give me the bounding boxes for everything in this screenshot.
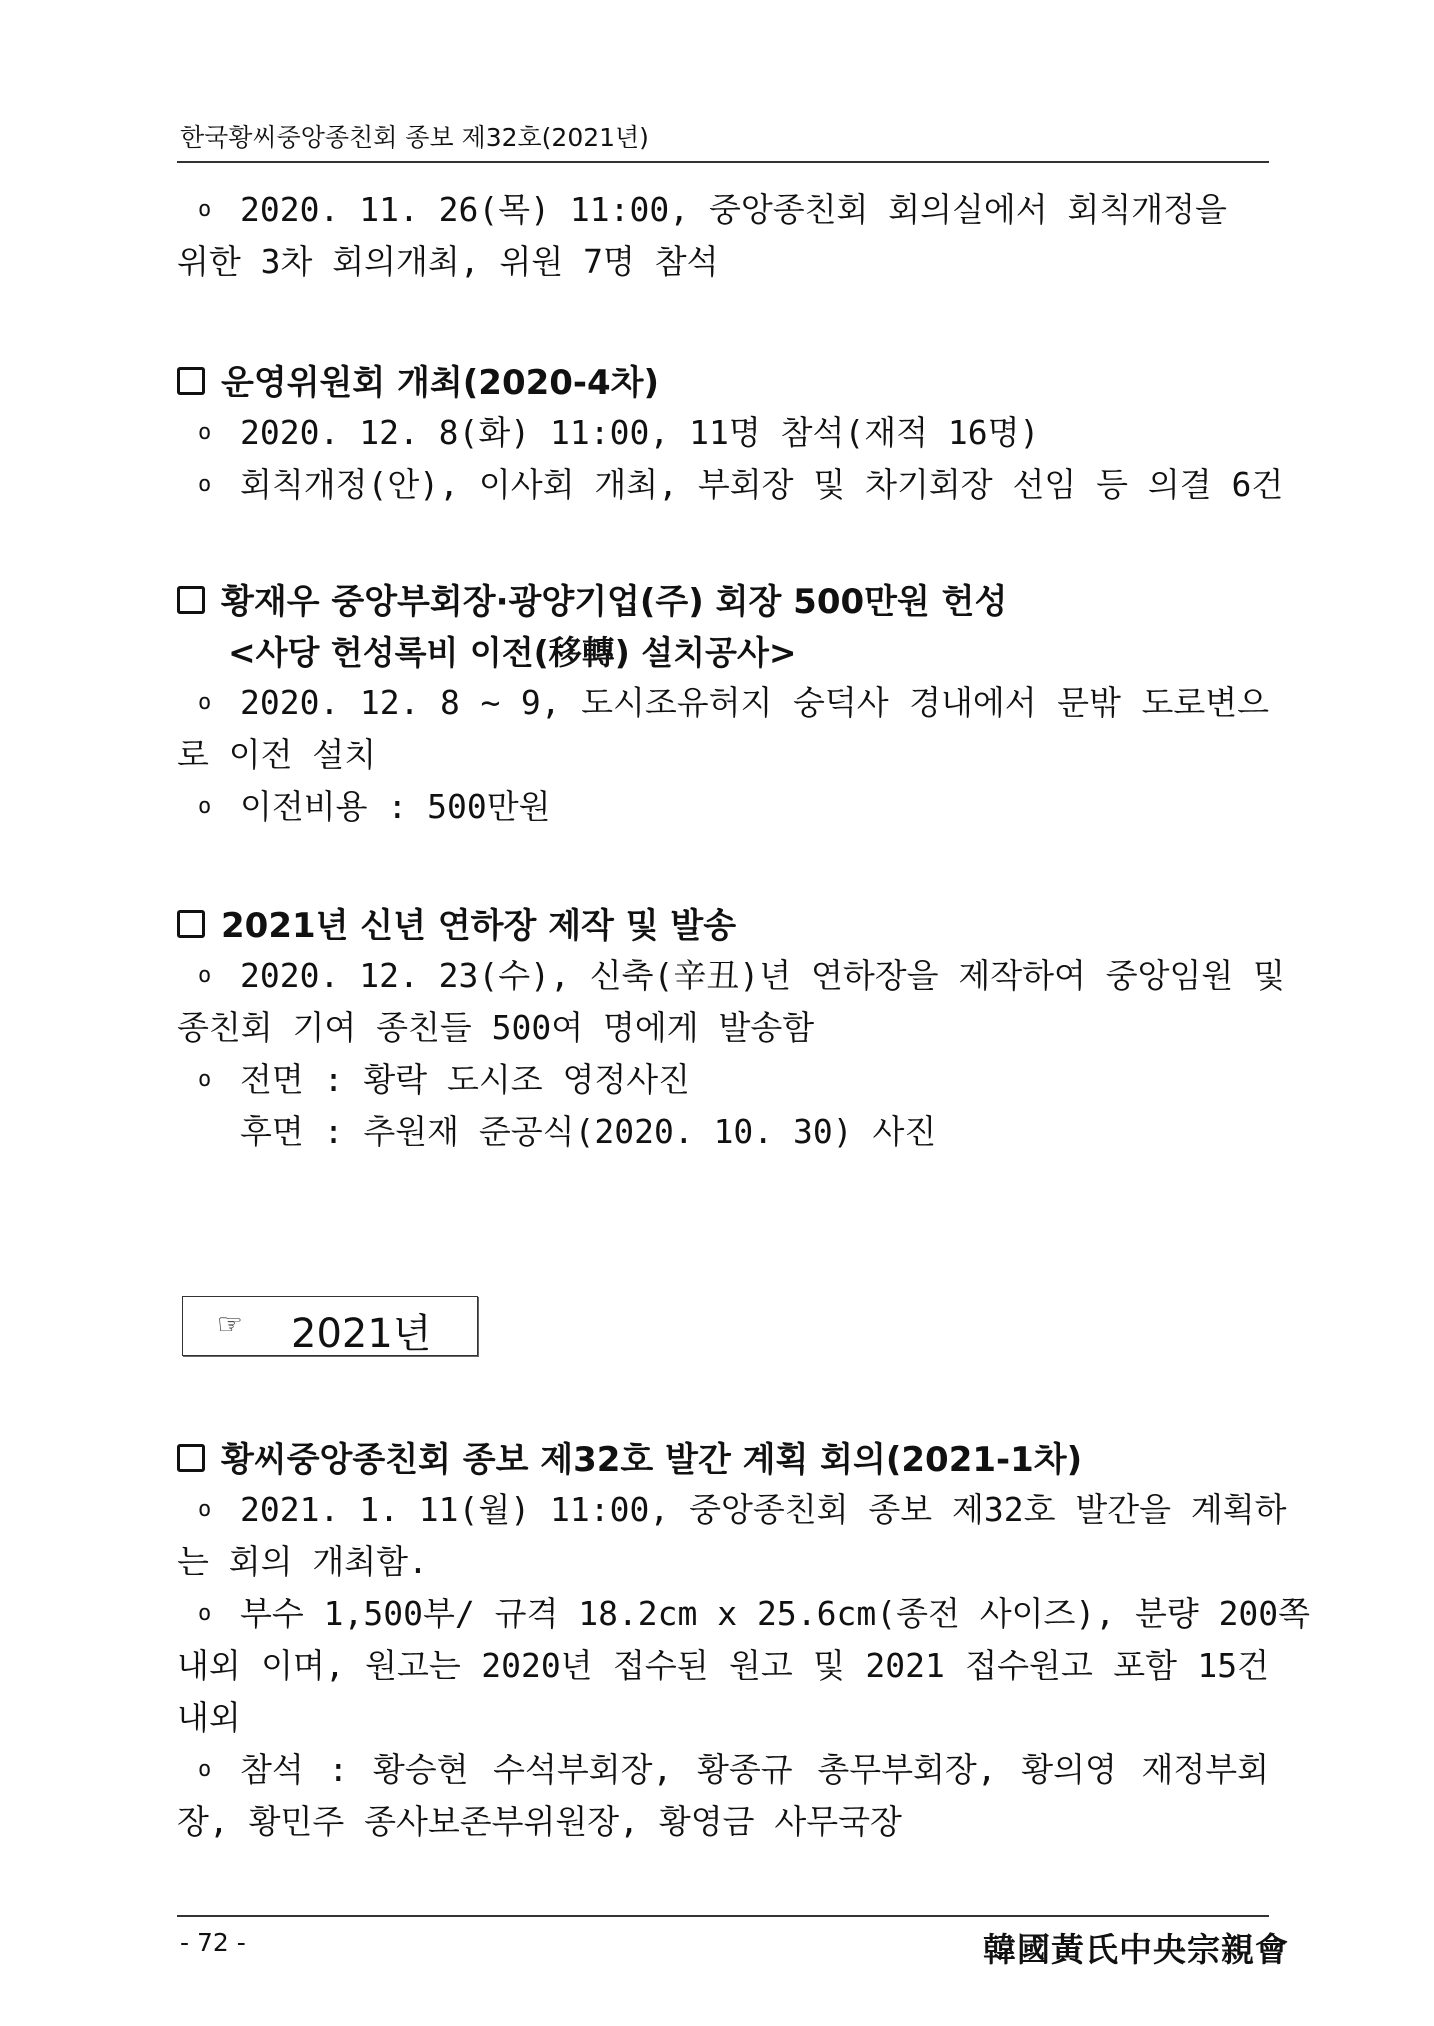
item-text: 는 회의 개최함.	[177, 1542, 428, 1581]
organization-name: 韓國黃氏中央宗親會	[983, 1930, 1289, 1969]
item-text: 위한 3차 회의개최, 위원 7명 참석	[177, 242, 719, 281]
item-text: 부수 1,500부/ 규격 18.2cm x 25.6cm(종전 사이즈), 분량 200쪽	[240, 1594, 1311, 1633]
item-text: 후면 : 추원재 준공식(2020. 10. 30) 사진	[240, 1112, 937, 1151]
item-text: 내외 이며, 원고는 2020년 접수된 원고 및 2021 접수원고 포함 15건	[177, 1646, 1269, 1685]
section-heading: 황씨중앙종친회 종보 제32호 발간 계획 회의(2021-1차)	[177, 1432, 1082, 1481]
item-text: 이전비용 : 500만원	[240, 787, 551, 826]
checkbox-square-icon	[177, 367, 205, 395]
section-heading: 2021년 신년 연하장 제작 및 발송	[177, 898, 736, 947]
item-text: 회칙개정(안), 이사회 개최, 부회장 및 차기회장 선임 등 의결 6건	[240, 465, 1284, 504]
bullet-icon: o	[198, 794, 212, 819]
item-text: 2020. 12. 8 ~ 9, 도시조유허지 숭덕사 경내에서 문밖 도로변으	[240, 683, 1269, 722]
bullet-icon: o	[198, 472, 212, 497]
item-text: 종친회 기여 종친들 500여 명에게 발송함	[177, 1008, 815, 1047]
bullet-icon: o	[198, 963, 212, 988]
checkbox-square-icon	[177, 910, 205, 938]
item-text: 장, 황민주 종사보존부위원장, 황영금 사무국장	[177, 1802, 902, 1841]
pointing-hand-icon: ☞	[219, 1304, 241, 1345]
section-heading: 운영위원회 개최(2020-4차)	[177, 355, 659, 404]
item-text: 2021. 1. 11(월) 11:00, 중앙종친회 종보 제32호 발간을 계획하	[240, 1490, 1287, 1529]
bullet-icon: o	[198, 420, 212, 445]
section-subheading: <사당 헌성록비 이전(移轉) 설치공사>	[228, 633, 797, 672]
year-marker-label: 2021년	[291, 1311, 432, 1357]
bullet-icon: o	[198, 690, 212, 715]
page-number: - 72 -	[180, 1928, 246, 1957]
item-text: 전면 : 황락 도시조 영정사진	[240, 1060, 690, 1099]
footer-divider	[177, 1915, 1269, 1917]
item-text: 2020. 12. 8(화) 11:00, 11명 참석(재적 16명)	[240, 413, 1040, 452]
section-heading: 황재우 중앙부회장·광양기업(주) 회장 500만원 헌성	[177, 574, 1007, 623]
bullet-icon: o	[198, 1497, 212, 1522]
bullet-icon: o	[198, 1067, 212, 1092]
item-text: 로 이전 설치	[177, 735, 377, 774]
item-text: 참석 : 황승현 수석부회장, 황종규 총무부회장, 황의영 재정부회	[240, 1750, 1269, 1789]
header-divider	[177, 161, 1269, 163]
bullet-icon: o	[198, 1601, 212, 1626]
bullet-icon: o	[198, 1757, 212, 1782]
item-text: 2020. 12. 23(수), 신축(辛丑)년 연하장을 제작하여 중앙임원 및	[240, 956, 1286, 995]
year-marker	[182, 1296, 478, 1356]
item-text: 내외	[177, 1698, 241, 1737]
bullet-icon: o	[198, 197, 212, 222]
checkbox-square-icon	[177, 1444, 205, 1472]
item-text: 2020. 11. 26(목) 11:00, 중앙종친회 회의실에서 회칙개정을	[240, 190, 1227, 229]
checkbox-square-icon	[177, 586, 205, 614]
running-header: 한국황씨중앙종친회 종보 제32호(2021년)	[180, 123, 649, 152]
